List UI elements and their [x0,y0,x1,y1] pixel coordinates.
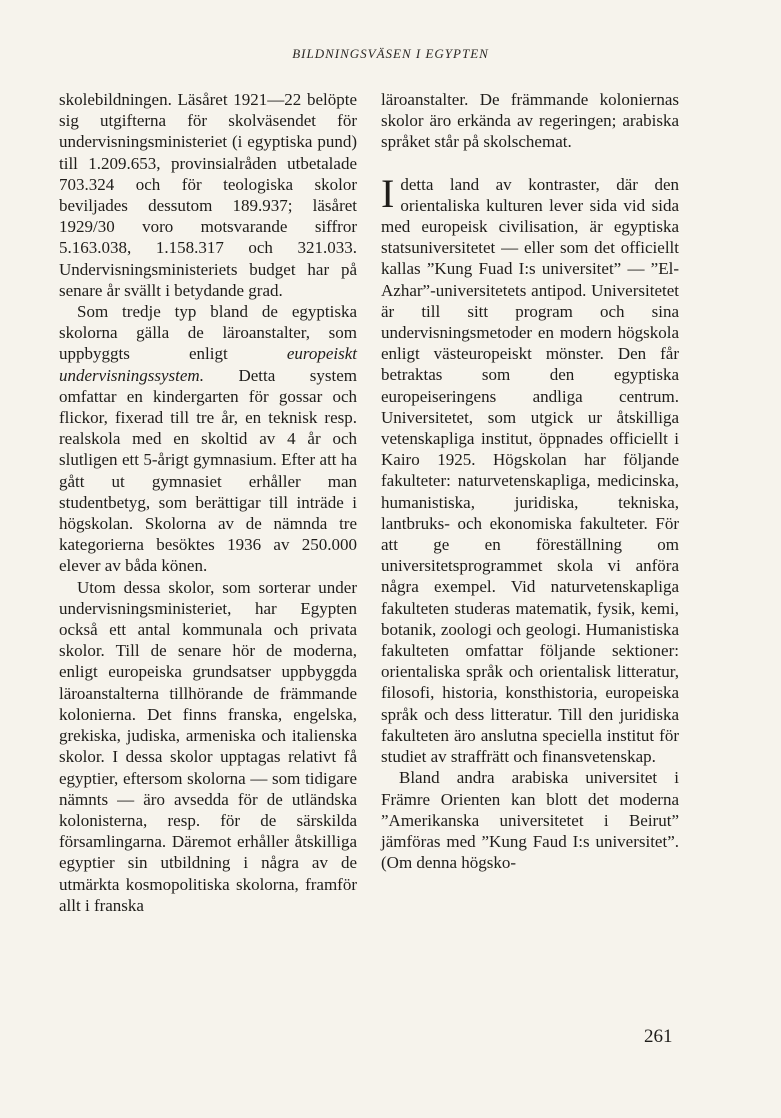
running-header: BILDNINGSVÄSEN I EGYPTEN [292,46,489,61]
page-number: 261 [644,1026,673,1047]
left-column [59,89,357,916]
paragraph: Utom dessa skolor, som sorterar under undervisningsministeriet, har Egypten också ett antal kommunala och privata skolor. Till de senare hör de moderna, enligt europeiska grundsatser uppbyggda läroanstalterna tillhörande de främmande kolonierna. Det finns franska, engelska, grekiska, judiska, armeniska och italienska skolor. I dessa skolor upptagas relativt få egyptier, eftersom skolorna — som tidigare nämnts — äro avsedda för de utländska kolonisterna, resp. för de särskilda församlingarna. Däremot erhåller åtskilliga egyptier sin utbildning i några av de utmärkta kosmopolitiska skolorna, framför allt i franska [59,577,357,915]
paragraph: skolebildningen. Läsåret 1921—22 belöpte sig utgifterna för skolväsendet för undervisningsministeriet (i egyptiska pund) till 1.209.653, provinsialråden utbetalade 703.324 och för teologiska skolor beviljades dessutom 189.937; läsåret 1929/30 voro motsvarande siffror 5.163.038, 1.158.317 och 321.033. Undervisningsministeriets budget har på senare år svällt i betydande grad. [59,90,357,300]
paragraph-text: detta land av kontraster, där den orientaliska kulturen lever sida vid sida med europeisk civilisation, är egyptiska statsuniversitetet — eller som det officiellt kallas ”Kung Fuad I:s universitet” — ”El-Azhar”-universitetets antipod. Universitetet är till sitt program och sina undervisningsmetoder en modern högskola enligt västeuropeiskt mönster. Den får betraktas som den egyptiska europeiseringens andliga centrum. Universitetet, som utgick ur åtskilliga vetenskapliga institut, öppnades officiellt i Kairo 1925. Högskolan har följande fakulteter: naturvetenskapliga, medicinska, humanistiska, juridiska, tekniska, lantbruks- och ekonomiska fakulteter. För att ge en föreställning om universitetsprogrammet skola vi anföra några exempel. Vid naturvetenskapliga fakulteten studeras matematik, fysik, kemi, botanik, zoologi och geologi. Humanistiska fakulteten omfattar följande sektioner: orientaliska språk och orientalisk litteratur, filosofi, historia, konsthistoria, europeiska språk och dess litteratur. Till den juridiska fakulteten äro anslutna speciella institut för studiet av straffrätt och finansvetenskap. [381,174,679,767]
paragraph [59,301,357,577]
emphasis-text: europeiskt undervisningssystem. [59,344,357,385]
paragraph-text: Detta system omfattar en kindergarten för gossar och flickor, fixerad till tre år, en teknisk resp. realskola med en skoltid av 4 år och slutligen ett 5-årigt gymnasium. Efter att ha gått ut gymnasiet erhåller man studentbetyg, som berättigar till inträde i högskolan. Skolorna av de nämnda tre kategorierna besöktes 1936 av 250.000 elever av båda könen. [59,365,357,576]
paragraph: Bland andra arabiska universitet i Främre Orienten kan blott det moderna ”Amerikanska universitetet i Beirut” jämföras med ”Kung Faud I:s universitet”. (Om denna högsko- [381,768,679,873]
drop-cap: I [381,170,395,216]
paragraph-text: Som tredje typ bland de egyptiska skolorna gälla de läroanstalter, som uppbyggts enligt [59,302,357,364]
right-column [381,89,679,873]
paragraph [381,170,679,768]
paragraph: läroanstalter. De främmande koloniernas skolor äro erkända av regeringen; arabiska språket står på skolschemat. [381,90,679,152]
